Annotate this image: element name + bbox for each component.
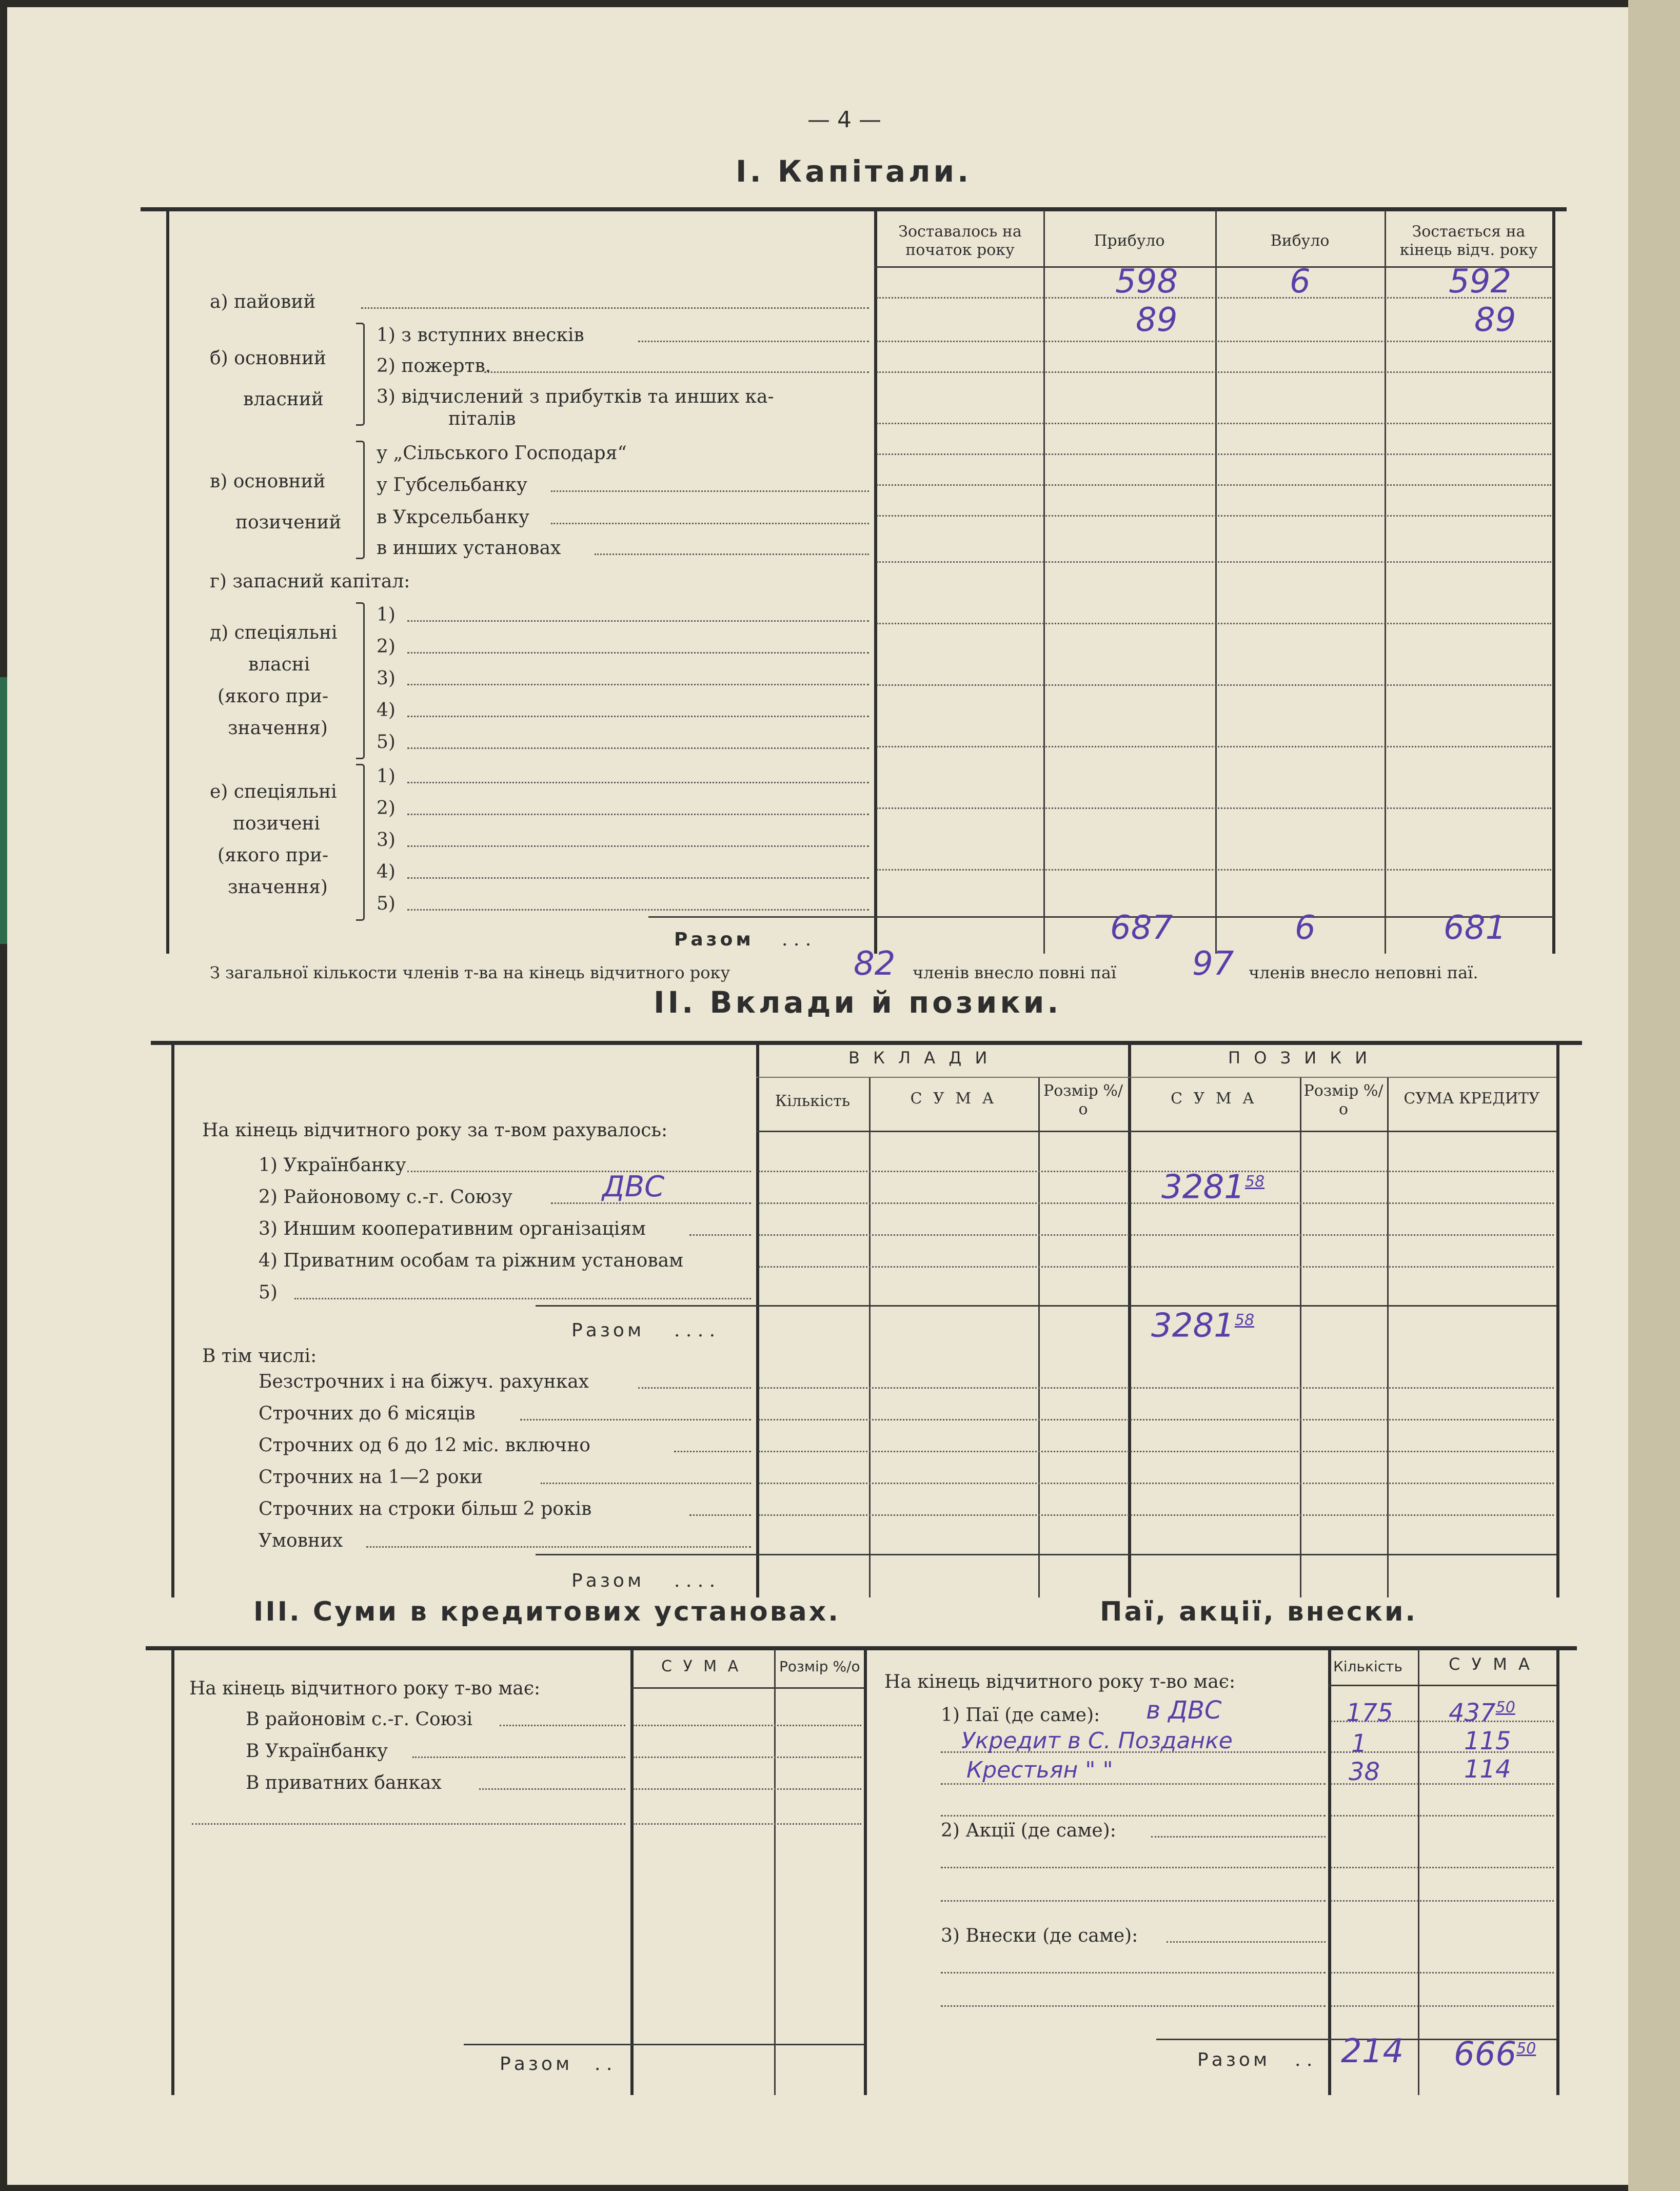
s2-group-pozyky: П О З И К И [1228, 1048, 1372, 1068]
section-1-title: I. Капітали. [736, 154, 972, 189]
s2-hw-total-suma [1151, 1302, 1254, 1344]
leader-dots [366, 1546, 751, 1548]
s4-hw-r1-where: в ДВС [1146, 1696, 1222, 1725]
s2-row-line [759, 1171, 1554, 1172]
leader-dots [638, 341, 869, 342]
s1-row-d-number: 2) [377, 636, 396, 657]
s2-col-divider [1387, 1077, 1389, 1597]
s2-row-3: 3) Иншим кооперативним організаціям [259, 1218, 646, 1239]
s3-row-line [633, 1756, 861, 1758]
leader-dots [192, 1823, 625, 1825]
s1-row-v4: в инших установах [377, 538, 561, 559]
s2-intro: На кінець відчитного року за т-вом рахувалось: [202, 1120, 668, 1141]
s4-hw-r1-qty: 175 [1346, 1699, 1393, 1727]
s1-brace-e [356, 764, 365, 921]
s4-right-border [1556, 1649, 1559, 2095]
s1-row-line [877, 515, 1551, 517]
page-number: — 4 — [807, 107, 881, 133]
s1-row-e-label: значення) [228, 877, 328, 898]
leader-dots [407, 877, 869, 879]
s2-col-header-pozyky-rate: Розмір %/о [1303, 1082, 1383, 1118]
s1-row-v-label: позичений [235, 512, 342, 533]
s2-row-line [759, 1202, 1554, 1204]
s2-col-header-vklady-rate: Розмір %/о [1043, 1082, 1123, 1118]
s4-col-divider [1328, 1649, 1331, 2095]
s3-right-border [864, 1649, 867, 2095]
s4-row-line [1331, 1972, 1554, 1973]
s3-row: В приватних банках [246, 1772, 442, 1793]
s2-sub-row: Строчних на 1—2 роки [259, 1467, 483, 1488]
section-3-title: III. Суми в кредитових установах. [253, 1596, 840, 1627]
s1-row-e-number: 4) [377, 861, 396, 882]
s3-total-dots: . . [595, 2054, 612, 2075]
s2-left-border [171, 1043, 174, 1597]
s3-row-line [633, 1823, 861, 1825]
s1-row-v2: у Губсельбанку [377, 475, 528, 496]
s2-row-5: 5) [259, 1282, 278, 1303]
s4-hw-total-sum-value: 666 [1454, 2035, 1517, 2074]
leader-dots [407, 1171, 751, 1172]
s2-sub-row: Умовних [259, 1530, 343, 1551]
s3-left-border [171, 1649, 174, 2095]
s4-hw-r3-sum: 114 [1464, 1755, 1511, 1784]
leader-dots [361, 307, 869, 309]
leader-dots [407, 845, 869, 847]
s2-row-line [759, 1451, 1554, 1452]
section-2-top-rule [151, 1041, 1582, 1045]
s1-row-v3: в Укрсельбанку [377, 507, 530, 528]
s1-hw-total-vybulo: 6 [1295, 909, 1316, 947]
s2-col-header-pozyky-sum: С У М А [1171, 1090, 1257, 1108]
leader-dots [407, 716, 869, 717]
s2-hw-row2-suma [1161, 1164, 1264, 1205]
s1-hw-members-partial: 97 [1192, 945, 1234, 983]
s2-row-1: 1) Українбанку [259, 1155, 406, 1176]
s1-col-divider-4 [1385, 210, 1386, 954]
s1-row-b-label: власний [243, 389, 324, 410]
s4-hw-r2-where: Укредит в С. Позданке [961, 1728, 1233, 1754]
s1-row-b-label: б) основний [210, 348, 326, 369]
s2-col-divider [1038, 1077, 1040, 1597]
s2-col-divider [869, 1077, 871, 1597]
s1-hw-total-prybulo: 687 [1110, 909, 1173, 947]
leader-dots [412, 1756, 625, 1758]
s4-hw-r2-qty: 1 [1351, 1729, 1367, 1758]
background-edge [0, 677, 7, 944]
s2-row-line [759, 1266, 1554, 1268]
s1-row-line [877, 371, 1551, 373]
s1-row-line [877, 453, 1551, 455]
leader-dots [941, 1867, 1326, 1868]
s1-row-line [877, 623, 1551, 624]
leader-dots [941, 1815, 1326, 1817]
leader-dots [407, 684, 869, 685]
s1-row-e-number: 5) [377, 893, 396, 914]
s1-hw-b1-prybulo: 89 [1136, 301, 1178, 339]
s4-row-line [1331, 2005, 1554, 2007]
leader-dots [407, 620, 869, 622]
s1-row-b3: 3) відчислений з прибутків та инших ка- [377, 386, 774, 407]
s1-row-line [877, 484, 1551, 486]
s4-col-divider [1418, 1649, 1419, 2095]
s1-col-header-start: Зоставалось на початок року [898, 223, 1022, 259]
s2-row-2: 2) Районовому с.-г. Союзу [259, 1187, 512, 1208]
s4-hw-total-kop: 50 [1516, 2040, 1536, 2058]
leader-dots [595, 554, 869, 555]
s2-right-border [1556, 1043, 1559, 1597]
s2-hw-total-suma-value: 3281 [1151, 1307, 1235, 1345]
s1-total-dots: . . . [782, 929, 812, 950]
leader-dots [407, 909, 869, 911]
s3-header-rule [630, 1687, 864, 1689]
s1-total-label: Разом [674, 929, 754, 950]
s2-hw-row2-suma-value: 3281 [1161, 1168, 1245, 1207]
s1-col-divider-2 [1043, 210, 1045, 954]
s1-row-line [877, 684, 1551, 686]
s2-row-line [759, 1234, 1554, 1236]
s4-hw-r1-kop: 50 [1495, 1699, 1515, 1716]
s1-row-b3-cont: піталів [448, 408, 516, 429]
leader-dots [1151, 1836, 1326, 1838]
s2-group-vklady: В К Л А Д И [848, 1048, 992, 1068]
section-2-title: II. Вклади й позики. [654, 985, 1062, 1020]
s2-col-header-qty: Кількість [775, 1092, 851, 1110]
s2-total-dots: . . . . [674, 1320, 716, 1341]
leader-dots [689, 1234, 751, 1236]
leader-dots [551, 490, 869, 492]
s1-row-d-label: власні [248, 654, 310, 675]
s1-row-line [877, 746, 1551, 747]
leader-dots [551, 523, 869, 524]
s1-row-d-label: значення) [228, 718, 328, 739]
s2-hw-row2-note: ДВС [602, 1170, 665, 1203]
section-3-top-rule [146, 1646, 1577, 1650]
s2-total-rule [536, 1305, 1556, 1307]
s2-hw-row2-kop: 58 [1244, 1173, 1265, 1191]
leader-dots [541, 1483, 751, 1484]
s2-header-rule [756, 1131, 1556, 1132]
s3-col-divider [630, 1649, 634, 2095]
s3-total-rule [464, 2044, 864, 2045]
s2-sub-row: Строчних до 6 місяців [259, 1403, 476, 1424]
leader-dots [407, 782, 869, 783]
section-1-top-rule [141, 207, 1567, 211]
s2-total-label: Разом [571, 1320, 645, 1341]
s4-hw-r2-sum: 115 [1464, 1727, 1511, 1755]
s1-total-rule [648, 916, 1554, 918]
leader-dots [484, 371, 869, 373]
document-page [7, 7, 1628, 2185]
s1-row-line [877, 869, 1551, 871]
s1-row-e-label: (якого при- [218, 845, 329, 866]
s2-col-divider [1300, 1077, 1301, 1597]
s3-row-line [633, 1725, 861, 1726]
s4-hw-total-sum [1454, 2031, 1536, 2072]
s3-row: В районовім с.-г. Союзі [246, 1709, 473, 1730]
s3-row-line [633, 1788, 861, 1790]
s4-total-label: Разом [1197, 2049, 1271, 2070]
s1-row-d-label: д) спеціяльні [210, 622, 338, 643]
leader-dots [407, 652, 869, 654]
s1-hw-members-full: 82 [854, 945, 896, 983]
s1-row-d-label: (якого при- [218, 686, 329, 707]
s4-col-header-sum: С У М А [1449, 1654, 1533, 1674]
s1-row-e-label: е) спеціяльні [210, 781, 337, 802]
s1-col-header-end: Зостається на кінець відч. року [1399, 223, 1538, 259]
s1-row-a: а) пайовий [210, 291, 316, 312]
leader-dots [638, 1387, 751, 1389]
s4-row-line [1331, 1867, 1554, 1868]
s3-row: В Українбанку [246, 1741, 388, 1762]
s1-members-text-1: З загальної кількости членів т-ва на кінець відчитного року [210, 963, 730, 982]
s2-col-header-credit: СУМА КРЕДИТУ [1404, 1090, 1540, 1108]
s1-row-d-number: 4) [377, 700, 396, 721]
s2-sub-row: Безстрочних і на біжуч. рахунках [259, 1371, 589, 1392]
s2-in-that: В тім числі: [202, 1346, 317, 1367]
s1-right-border [1552, 210, 1555, 954]
s1-brace-v [356, 441, 365, 559]
s2-total-label-2: Разом [571, 1570, 645, 1591]
s3-col-header-rate: Розмір %/о [779, 1658, 860, 1675]
s2-group-rule [756, 1077, 1556, 1078]
leader-dots [294, 1298, 751, 1299]
leader-dots [941, 1972, 1326, 1973]
s1-brace-b [356, 323, 365, 426]
s1-row-line [877, 341, 1551, 342]
s1-col-divider-3 [1215, 210, 1217, 954]
s1-members-text-3: членів внесло неповні паї. [1249, 963, 1478, 982]
leader-dots [941, 2005, 1326, 2007]
leader-dots [674, 1451, 751, 1452]
s1-brace-d [356, 602, 365, 759]
s2-sub-row: Строчних од 6 до 12 міс. включно [259, 1435, 590, 1456]
s2-row-line [759, 1483, 1554, 1484]
s4-intro: На кінець відчитного року т-во має: [884, 1671, 1236, 1692]
s2-row-line [759, 1514, 1554, 1516]
s2-total-dots: . . . . [674, 1570, 716, 1591]
s2-hw-total-kop: 58 [1234, 1311, 1255, 1329]
s2-col-header-vklady-sum: С У М А [910, 1090, 997, 1108]
s4-hw-r1-sum-value: 437 [1449, 1699, 1496, 1727]
s3-col-header-sum: С У М А [661, 1657, 742, 1675]
s1-row-e-number: 2) [377, 798, 396, 819]
s2-row-line [759, 1387, 1554, 1389]
s1-hw-a-zost: 592 [1449, 263, 1512, 301]
s1-row-v1: у „Сільського Господаря“ [377, 443, 627, 464]
s1-row-v-label: в) основний [210, 471, 326, 492]
s1-hw-a-prybulo: 598 [1115, 263, 1178, 301]
s1-members-text-2: членів внесло повні паї [913, 963, 1117, 982]
s4-pai: 1) Паї (де саме): [941, 1705, 1100, 1726]
s1-row-e-number: 3) [377, 830, 396, 851]
leader-dots [407, 814, 869, 815]
s1-row-e-label: позичені [233, 813, 320, 834]
s1-col-header-prybulo: Прибуло [1094, 232, 1165, 250]
leader-dots [407, 747, 869, 749]
s4-vnesky: 3) Внески (де саме): [941, 1925, 1138, 1946]
section-4-title: Паї, акції, внески. [1100, 1596, 1418, 1627]
s1-hw-a-vybulo: 6 [1290, 263, 1311, 301]
s1-row-line [877, 561, 1551, 563]
s4-row-line [1331, 1815, 1554, 1817]
s1-hw-b1-zost: 89 [1474, 301, 1516, 339]
leader-dots [500, 1725, 625, 1726]
s4-row-line [1331, 1900, 1554, 1902]
s4-hw-r3-qty: 38 [1349, 1758, 1380, 1786]
leader-dots [941, 1900, 1326, 1902]
s1-hw-total-zost: 681 [1444, 909, 1507, 947]
s3-intro: На кінець відчитного року т-во має: [189, 1678, 541, 1699]
s2-row-4: 4) Приватним особам та ріжним установам [259, 1250, 684, 1271]
s1-row-d-number: 1) [377, 604, 396, 625]
s1-row-line [877, 423, 1551, 424]
s1-row-b1: 1) з вступних внесків [377, 325, 584, 346]
s1-row-b2: 2) пожертв. [377, 356, 491, 377]
s4-akcii: 2) Акції (де саме): [941, 1820, 1116, 1841]
leader-dots [1167, 1941, 1326, 1943]
s1-col-divider-1 [874, 210, 877, 954]
s1-row-e-number: 1) [377, 766, 396, 787]
s1-row-d-number: 3) [377, 668, 396, 689]
s4-col-header-qty: Кількість [1333, 1658, 1402, 1675]
s1-row-g: г) запасний капітал: [210, 571, 410, 592]
s3-col-divider [774, 1649, 776, 2095]
s3-total-label: Разом [500, 2054, 573, 2075]
s2-row-line [759, 1419, 1554, 1420]
s4-header-rule [1328, 1685, 1556, 1686]
s4-hw-r3-where: Крестьян " " [966, 1757, 1113, 1783]
leader-dots [689, 1514, 751, 1516]
adjacent-page-edge [1628, 0, 1680, 2191]
s1-row-d-number: 5) [377, 732, 396, 753]
s1-row-line [877, 807, 1551, 809]
leader-dots [520, 1419, 751, 1420]
s1-left-border [166, 210, 169, 954]
s4-hw-total-qty: 214 [1341, 2032, 1404, 2070]
leader-dots [479, 1788, 625, 1790]
s4-total-dots: . . [1295, 2049, 1313, 2070]
s2-total-rule-2 [536, 1554, 1556, 1555]
s2-sub-row: Строчних на строки більш 2 років [259, 1498, 592, 1519]
s1-col-header-vybulo: Вибуло [1270, 232, 1330, 250]
